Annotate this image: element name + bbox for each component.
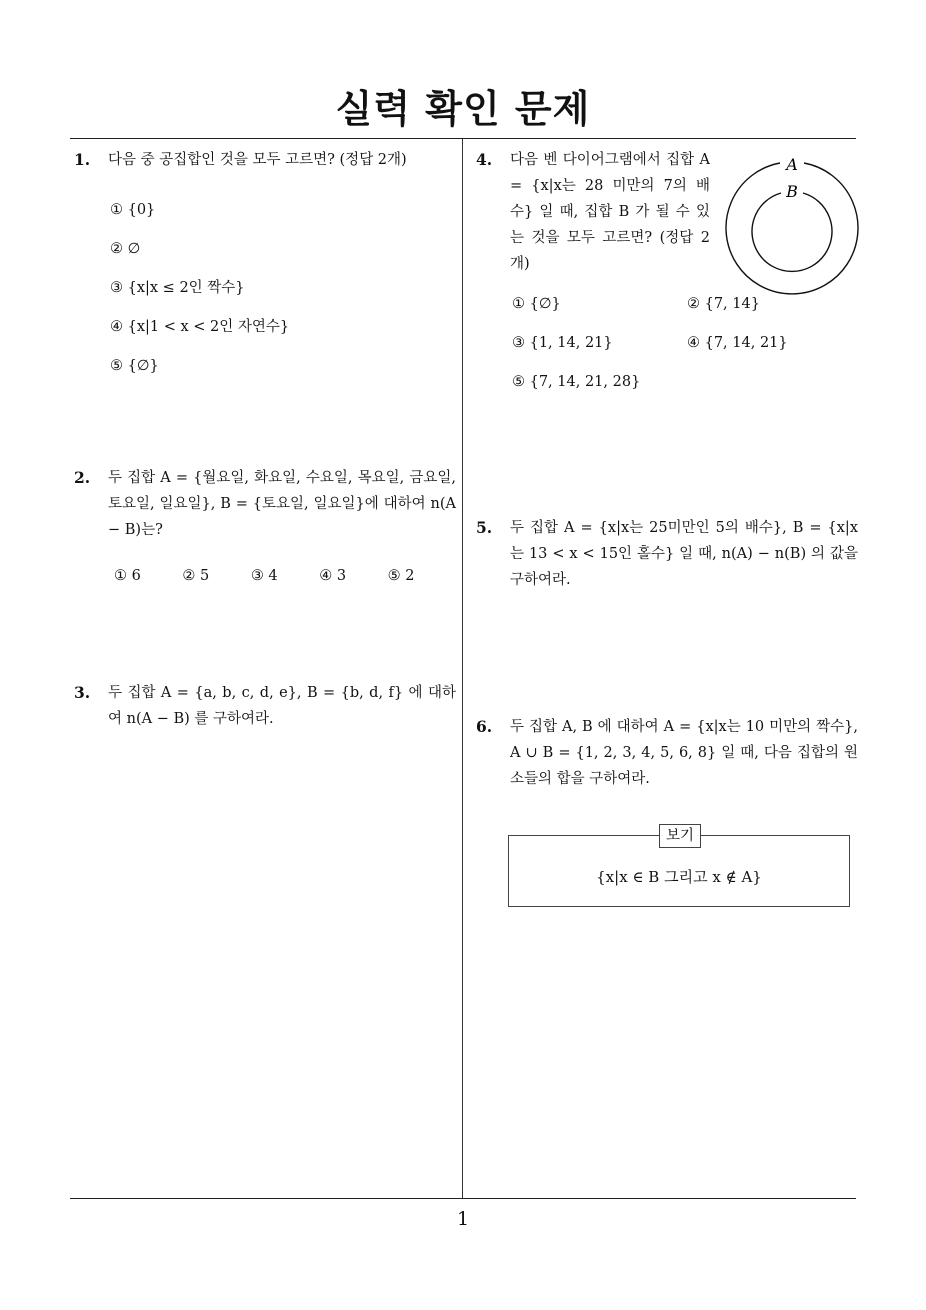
option-item[interactable]: ① 6 <box>114 568 141 584</box>
option-item[interactable]: ④ 3 <box>319 568 347 584</box>
question-text: 두 집합 A = {월요일, 화요일, 수요일, 목요일, 금요일, 토요일, 일요일}, B = {토요일, 일요일}에 대하여 n(A − B)는? <box>108 470 456 538</box>
option-item[interactable]: ④ {x|1 < x < 2인 자연수} <box>110 319 290 335</box>
option-list <box>114 563 456 589</box>
option-item[interactable]: ① {∅} <box>512 296 561 312</box>
question-5 <box>476 515 858 593</box>
option-item[interactable]: ③ 4 <box>250 568 278 584</box>
option-item[interactable]: ④ {7, 14, 21} <box>687 335 788 351</box>
option-item[interactable]: ② ∅ <box>110 241 141 257</box>
option-item[interactable]: ③ {1, 14, 21} <box>512 335 613 351</box>
example-box-label: 보기 <box>659 824 701 848</box>
question-text: 두 집합 A = {x|x는 25미만인 5의 배수}, B = {x|x는 13 < x < 15인 홀수} 일 때, n(A) − n(B) 의 값을 구하여라. <box>510 520 858 588</box>
question-number: 5. <box>476 518 493 537</box>
venn-diagram <box>722 150 862 295</box>
bottom-rule <box>70 1198 856 1199</box>
question-text: 두 집합 A, B 에 대하여 A = {x|x는 10 미만의 짝수}, A ∪ B = {1, 2, 3, 4, 5, 6, 8} 일 때, 다음 집합의 원소들의 합을 구하여라. <box>510 719 858 787</box>
question-text: 다음 벤 다이어그램에서 집합 A = {x|x는 28 미만의 7의 배수} 일 때, 집합 B 가 될 수 있는 것을 모두 고르면? (정답 2개) <box>510 152 710 272</box>
question-1 <box>74 147 456 392</box>
top-rule <box>70 138 856 139</box>
question-number: 4. <box>476 150 493 169</box>
question-3 <box>74 680 456 732</box>
option-item[interactable]: ⑤ 2 <box>387 568 415 584</box>
option-item[interactable]: ① {0} <box>110 202 156 218</box>
column-divider <box>462 139 463 1198</box>
question-2 <box>74 465 456 589</box>
option-item[interactable]: ③ {x|x ≤ 2인 짝수} <box>110 280 245 296</box>
page-title: 실력 확인 문제 <box>335 87 591 131</box>
question-text: 다음 중 공집합인 것을 모두 고르면? (정답 2개) <box>108 152 407 168</box>
question-number: 1. <box>74 150 91 169</box>
venn-inner-circle <box>752 193 832 271</box>
example-box-content: {x|x ∈ B 그리고 x ∉ A} <box>596 868 762 886</box>
option-item[interactable]: ⑤ {7, 14, 21, 28} <box>512 374 641 390</box>
venn-label-a: A <box>786 155 798 174</box>
option-item[interactable]: ② {7, 14} <box>687 296 760 312</box>
question-text: 두 집합 A = {a, b, c, d, e}, B = {b, d, f} 에 대하여 n(A − B) 를 구하여라. <box>108 685 456 727</box>
venn-label-b: B <box>786 182 798 201</box>
question-number: 3. <box>74 683 91 702</box>
option-list <box>74 197 456 392</box>
option-item[interactable]: ② 5 <box>182 568 210 584</box>
question-6 <box>476 714 858 792</box>
example-box <box>508 828 850 907</box>
option-list <box>512 291 858 395</box>
option-item[interactable]: ⑤ {∅} <box>110 358 159 374</box>
question-number: 6. <box>476 717 493 736</box>
question-number: 2. <box>74 468 91 487</box>
page-number: 1 <box>456 1208 470 1230</box>
